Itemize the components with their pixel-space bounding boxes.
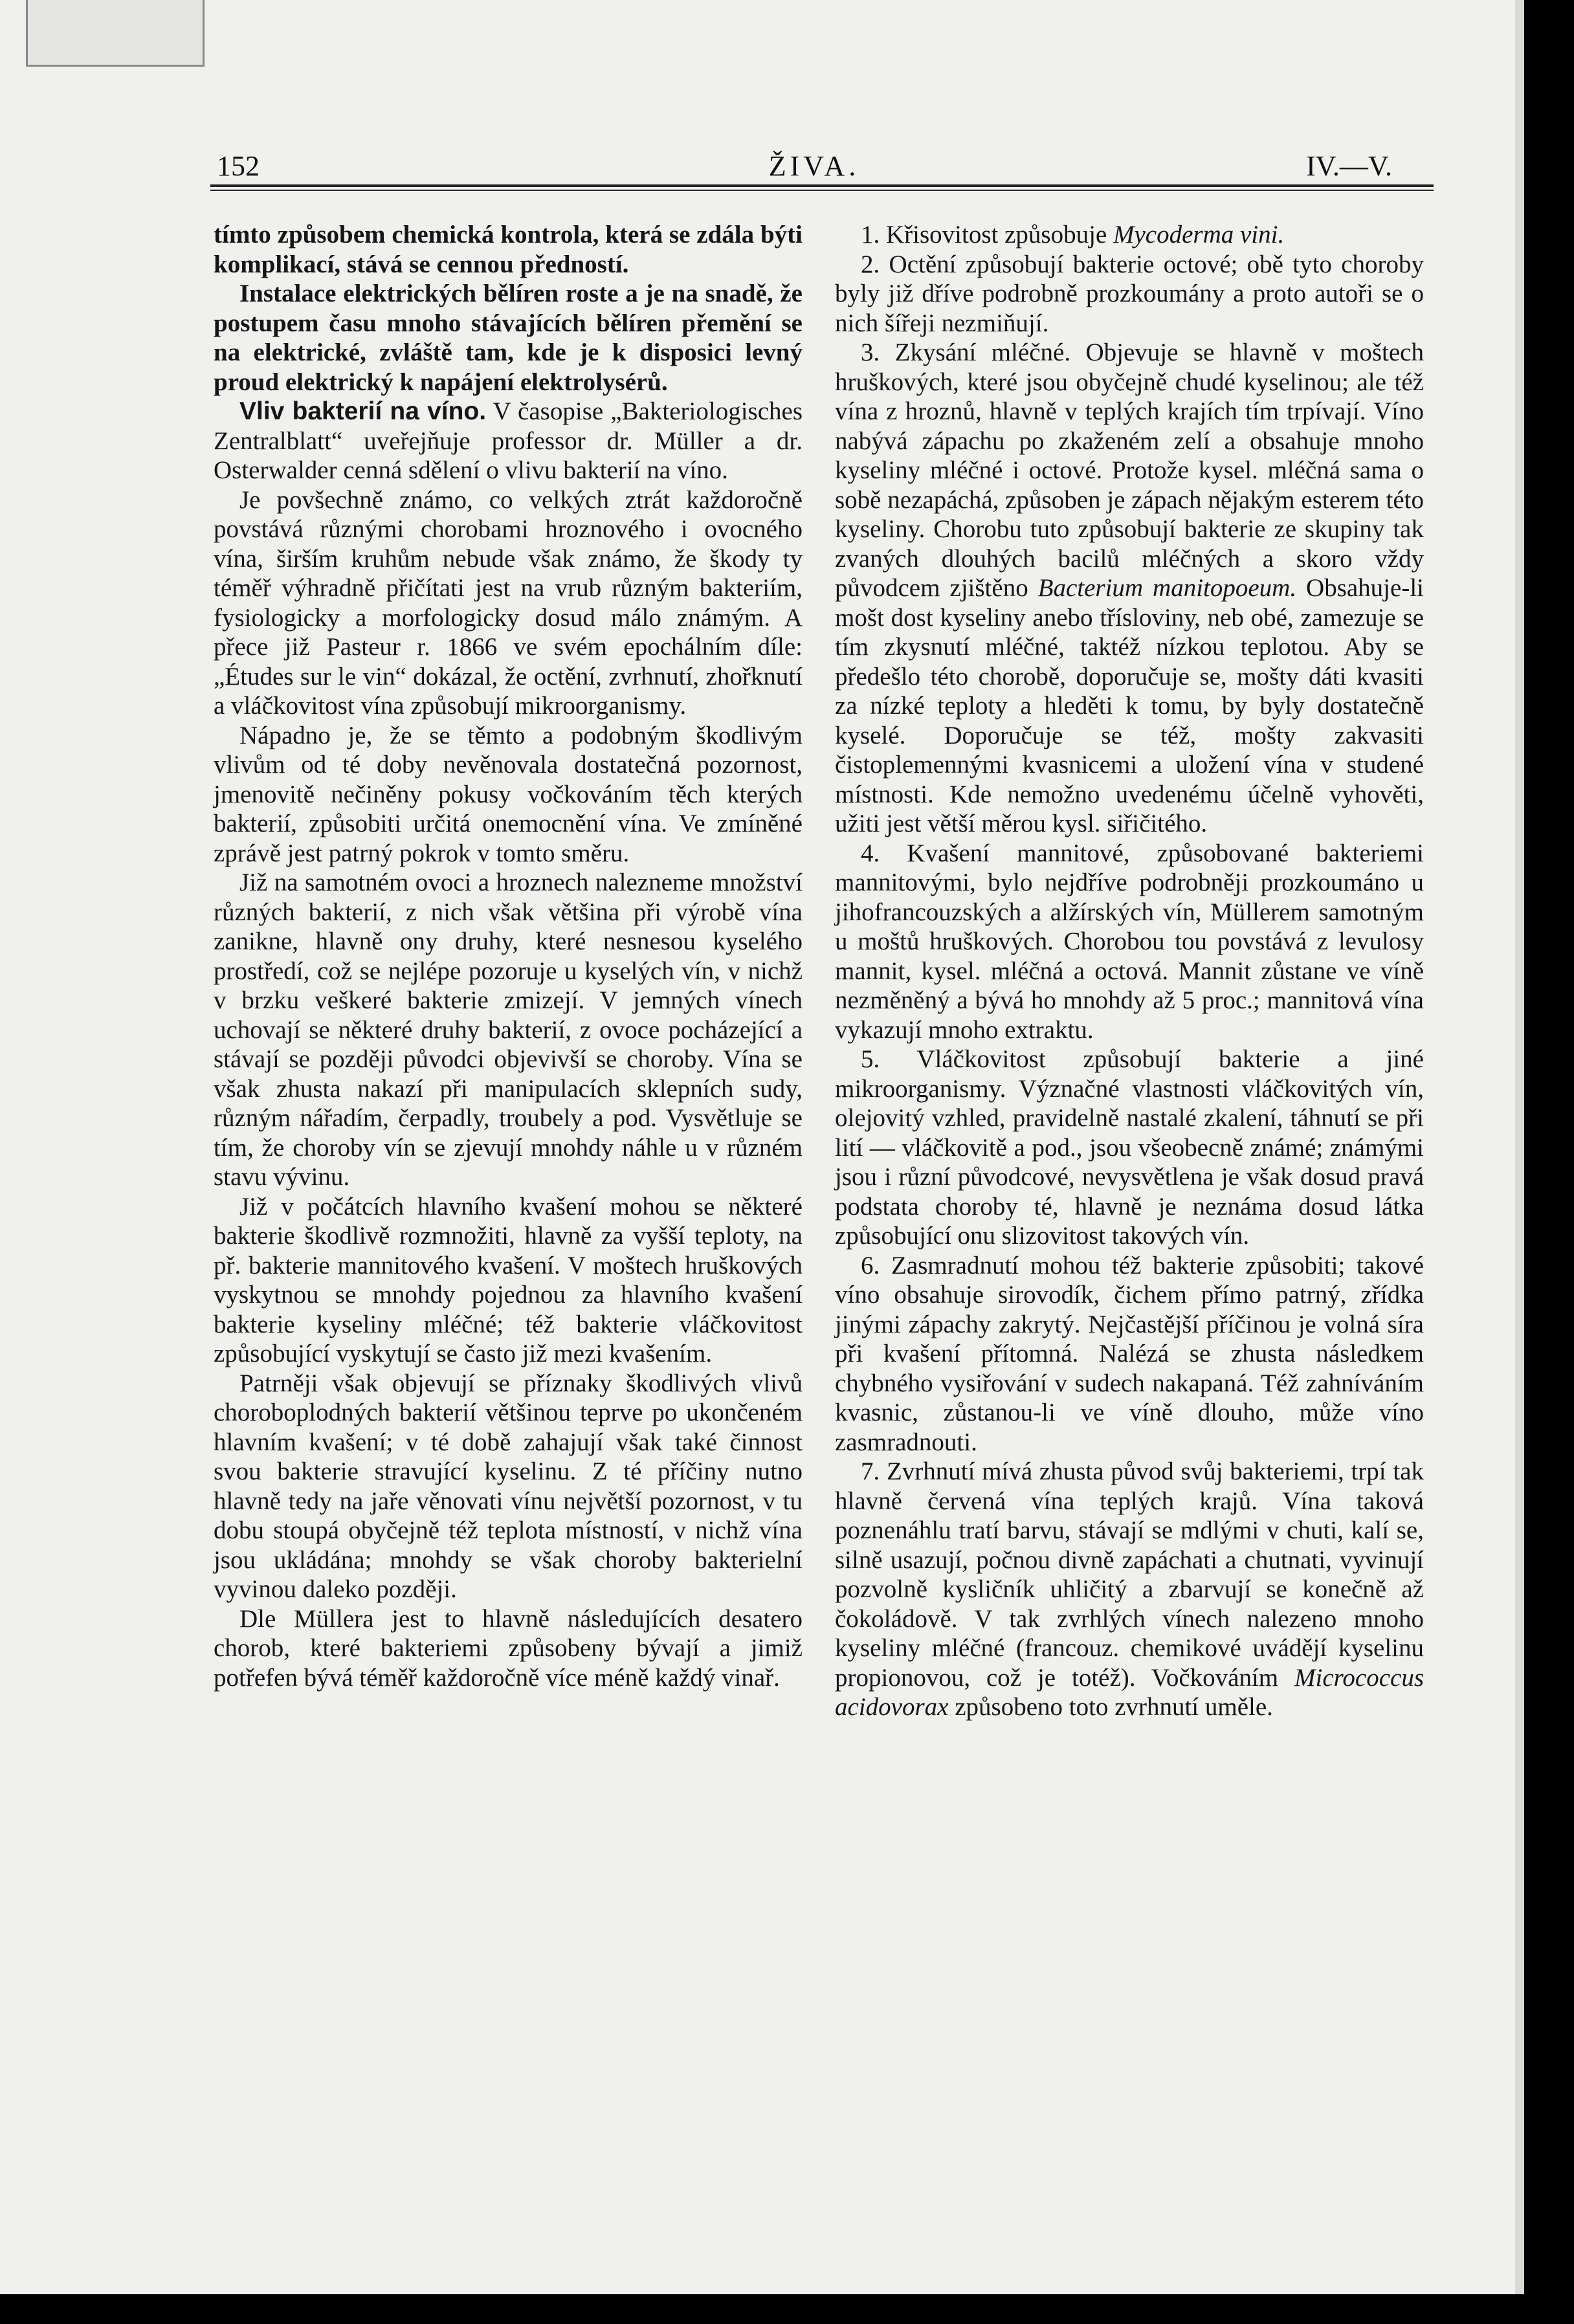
left-column: [214, 220, 803, 1692]
paragraph: [214, 397, 803, 485]
page-tab-mark: [26, 0, 205, 67]
paragraph: Již v počátcích hlavního kvašení mohou se některé bakterie škodlivě rozmnožiti, hlavně za vyšší teploty, na př. bakterie mannitového kvašení. V moštech hruškových vyskytnou se mnohdy pojednou za hlavního kvašení bakterie kyseliny mléčné; též bakterie vláčkovitost způsobující vyskytují se často již mezi kvašením.: [214, 1192, 803, 1367]
volume-number: IV.—V.: [1306, 150, 1392, 182]
section-heading: Vliv bakterií na víno.: [239, 397, 487, 425]
journal-title: ŽIVA.: [768, 150, 860, 182]
list-item: [835, 338, 1424, 839]
list-item-text: 7. Zvrhnutí mívá zhusta původ svůj bakteriemi, trpí tak hlavně červená vína teplých krajů. Vína taková poznenáhlu tratí barvu, stávají se mdlými v chuti, kalí se, silně usazují, počnou divně zapáchati a chutnati, vyvinují pozvolně kysličník uhličitý a zbarvují se konečně až čokoládově. V tak zvrhlých vínech nalezeno mnoho kyseliny mléčné (francouz. chemikové uvádějí kyselinu propionovou, což je totéž). Vočkováním: [835, 1457, 1424, 1692]
running-header: [210, 146, 1418, 182]
species-name: Micrococcus acidovorax: [835, 1663, 1424, 1721]
list-item: 2. Octění způsobují bakterie octové; obě tyto choroby byly již dříve podrobně prozkoumány a proto autoři se o nich šířeji nezmiňují.: [835, 250, 1424, 337]
paragraph: Instalace elektrických bělíren roste a je na snadě, že postupem času mnoho stávajících bělíren přemění se na elektrické, zvláště tam, kde je k disposici levný proud elektrický k napájení elektrolysérů.: [214, 280, 803, 396]
list-item: 4. Kvašení mannitové, způsobované bakteriemi mannitovými, bylo nejdříve podrobněji prozkoumáno u jihofrancouzských a alžírských vín, Müllerem samotným u moštů hruškových. Chorobou tou povstává z levulosy mannit, kysel. mléčná a octová. Mannit zůstane ve víně nezměněný a bývá ho mnohdy až 5 proc.; mannitová vína vykazují mnoho extraktu.: [835, 839, 1424, 1044]
header-rule-top: [210, 184, 1434, 187]
paragraph-text: V časopise „Bakteriologisches Zentralblatt“ uveřejňuje professor dr. Müller a dr. Osterwalder cenná sdělení o vlivu bakterií na víno.: [214, 397, 803, 484]
paragraph: Již na samotném ovoci a hroznech nalezneme množství různých bakterií, z nich však většina při výrobě vína zanikne, hlavně ony druhy, které nesnesou kyselého prostředí, což se nejlépe pozoruje u kyselých vín, v nichž v brzku veškeré bakterie zmizejí. V jemných vínech uchovají se některé druhy bakterií, z ovoce pocházející a stávají se později původci objevivší se choroby. Vína se však zhusta nakazí při manipulacích sklepních sudy, různým nářadím, čerpadly, troubely a pod. Vysvětluje se tím, že choroby vín se zjevují mnohdy náhle u v různém stavu vývinu.: [214, 869, 803, 1191]
list-item-text: 1. Křisovitost způsobuje: [861, 221, 1107, 249]
paragraph: Patrněji však objevují se příznaky škodlivých vlivů choroboplodných bakterií většinou teprve po ukončeném hlavním kvašení; v té době zahajují však také činnost svou bakterie stravující kyselinu. Z té příčiny nutno hlavně tedy na jaře věnovati vínu největší pozornost, v tu dobu stoupá obyčejně též teplota místností, v nichž vína jsou ukládána; mnohdy se však choroby bakterielní vyvinou daleko později.: [214, 1369, 803, 1603]
right-column: [835, 220, 1424, 1722]
species-name: Mycoderma vini.: [1113, 221, 1285, 249]
paragraph: Je povšechně známo, co velkých ztrát každoročně povstává různými chorobami hroznového i ovocného vína, širším kruhům nebude však známo, že škody ty téměř výhradně přičítati jest na vrub různým bakteriím, fysiologicky a morfologicky dosud málo známým. A přece již Pasteur r. 1866 ve svém epochálním díle: „Études sur le vin“ dokázal, že octění, zvrhnutí, zhořknutí a vláčkovitost vína způsobují mikroorganismy.: [214, 485, 803, 720]
paragraph: tímto způsobem chemická kontrola, která se zdála býti komplikací, stává se cennou předností.: [214, 221, 803, 278]
list-item-text: Obsahuje-li mošt dost kyseliny anebo tříslovinу, neb obé, zamezuje se tím zkysnutí mléčné, taktéž nízkou teplotou. Aby se předešlo této chorobě, doporučuje se, mošty dáti kvasiti za nízké teploty a hleděti k tomu, by byly dostatečně kyselé. Doporučuje se též, mošty zakvasiti čistoplemennými kvasnicemi a uložení vína v studené místnosti. Kde nemožno uvedenému účelně vyhověti, užiti jest větší měrou kysl. siřičitého.: [835, 574, 1424, 837]
list-item: 6. Zasmradnutí mohou též bakterie způsobiti; takové víno obsahuje sirovodík, čichem přímo patrný, zřídka jinými zápachy zakrytý. Nejčastější příčinou je volná síra při kvašení přítomná. Nalézá se zhusta následkem chybného vysiřování v sudech nakapaná. Též zahníváním kvasnic, zůstanou-li ve víně dlouho, může víno zasmradnouti.: [835, 1251, 1424, 1456]
list-item: [835, 1457, 1424, 1722]
list-item-text: způsobeno toto zvrhnutí uměle.: [955, 1693, 1273, 1721]
list-item: [835, 220, 1424, 250]
paragraph: Dle Müllera jest to hlavně následujících desatero chorob, které bakteriemi způsobeny bývají a jimiž potřefen bývá téměř každoročně více méně každý vinař.: [214, 1604, 803, 1692]
species-name: Bacterium manitopoeum.: [1037, 574, 1297, 602]
list-item: 5. Vláčkovitost způsobují bakterie a jiné mikroorganismy. Význačné vlastnosti vláčkovitých vín, olejovitý vzhled, pravidelně nastalé zkalení, táhnutí se při lití — vláčkovitě a pod., jsou všeobecně známé; známými jsou i různí původcové, nevysvětlena je však dosud pravá podstata choroby té, hlavně je neznáma dosud látka způsobující onu slizovitost takových vín.: [835, 1045, 1424, 1250]
header-rule-bottom: [210, 190, 1434, 191]
page-number: 152: [217, 150, 260, 182]
paragraph: Nápadno je, že se těmto a podobným škodlivým vlivům od té doby nevěnovala dostatečná pozornost, jmenovitě nečiněny pokusy vočkováním těch kterých bakterií, způsobiti určitá onemocnění vína. Ve zmíněné zprávě jest patrný pokrok v tomto směru.: [214, 721, 803, 867]
list-item-text: 3. Zkysání mléčné. Objevuje se hlavně v moštech hruškových, které jsou obyčejně chudé kyselinou; ale též vína z hroznů, hlavně v teplých krajích tím trpívají. Víno nabývá zápachu po zkaženém zelí a obsahuje mnoho kyseliny mléčné i octové. Protože kysel. mléčná sama o sobě nezapáchá, způsoben je zápach nějakým esterem této kyseliny. Chorobu tuto způsobují bakterie ze skupiny tak zvaných dlouhých bacilů mléčných a skoro vždy původcem zjištěno: [835, 338, 1424, 602]
